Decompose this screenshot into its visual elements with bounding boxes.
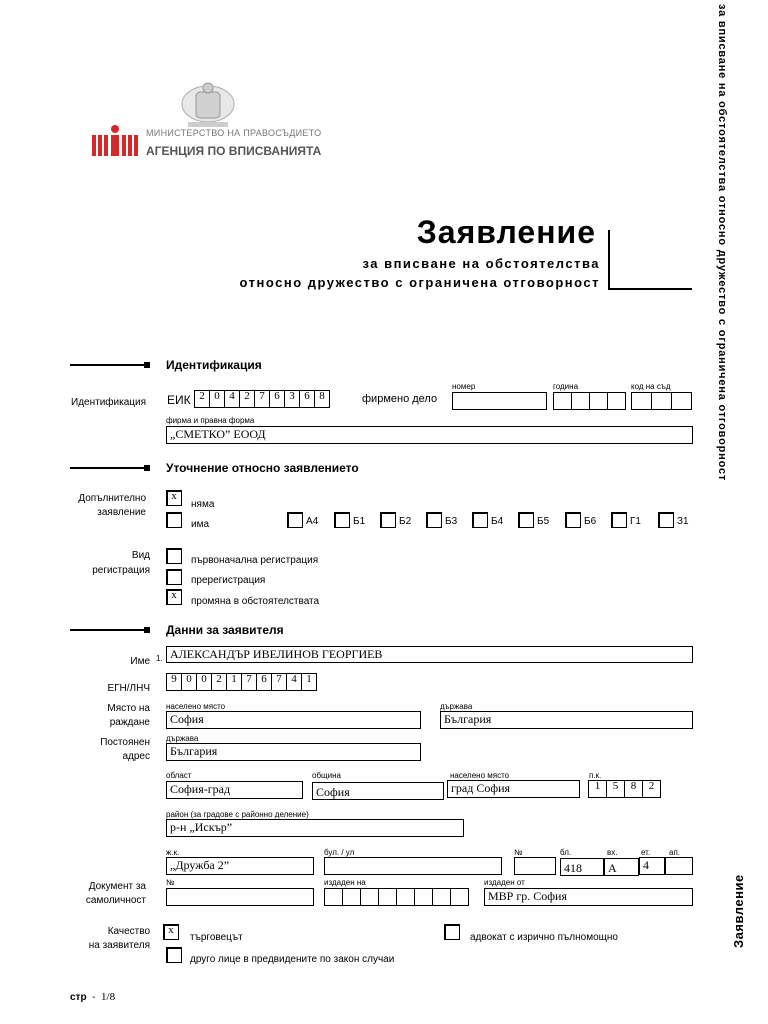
section-divider xyxy=(70,467,150,469)
appendix-b3-checkbox[interactable] xyxy=(426,512,442,528)
date-digit[interactable] xyxy=(324,888,343,906)
birth-country-field[interactable]: България xyxy=(440,711,693,729)
section-title-identification: Идентификация xyxy=(166,358,262,372)
district-field[interactable]: р-н „Искър” xyxy=(166,819,464,837)
postcode-digit[interactable]: 2 xyxy=(642,780,661,798)
birth-label-2: раждане xyxy=(109,717,150,728)
none-label: няма xyxy=(191,499,215,510)
egn-digit[interactable]: 0 xyxy=(196,673,212,691)
egn-digit[interactable]: 6 xyxy=(256,673,272,691)
egn-digit[interactable]: 7 xyxy=(241,673,257,691)
side-vertical-title: за вписване на обстоятелства относно дружество с ограничена отговорност xyxy=(716,4,728,482)
quality-other-label: друго лице в предвидените по закон случаи xyxy=(190,954,395,965)
eik-digit[interactable]: 4 xyxy=(224,390,240,408)
quality-lawyer-checkbox[interactable] xyxy=(444,924,460,940)
doc-label-1: Документ за xyxy=(88,881,146,892)
egn-digit[interactable]: 7 xyxy=(271,673,287,691)
entrance-field[interactable]: А xyxy=(604,858,639,876)
eik-digit[interactable]: 0 xyxy=(209,390,225,408)
postcode-cells xyxy=(588,780,660,798)
case-label: фирмено дело xyxy=(362,393,438,405)
egn-digit[interactable]: 1 xyxy=(226,673,242,691)
coat-of-arms-emblem xyxy=(178,82,238,130)
street-number-hint: № xyxy=(514,848,523,857)
page-subtitle-2: относно дружество с ограничена отговорност xyxy=(239,275,600,290)
side-vertical-label: Заявление xyxy=(731,874,746,948)
city-field[interactable]: град София xyxy=(447,780,580,798)
date-digit[interactable] xyxy=(342,888,361,906)
identification-row-label: Идентификация xyxy=(71,397,146,408)
egn-digit[interactable]: 0 xyxy=(181,673,197,691)
entrance-hint: вх. xyxy=(607,848,618,857)
page-number: стр - 1/8 xyxy=(70,991,116,1003)
year-digit[interactable] xyxy=(571,392,590,410)
doc-number-field[interactable] xyxy=(166,888,314,906)
name-index: 1. xyxy=(156,654,163,663)
none-checkbox[interactable]: x xyxy=(166,490,182,506)
date-digit[interactable] xyxy=(378,888,397,906)
appendix-label: А4 xyxy=(306,516,319,527)
doc-number-hint: № xyxy=(166,878,175,887)
page-label: стр xyxy=(70,992,87,1003)
birth-place-field[interactable]: София xyxy=(166,711,421,729)
quality-trader-checkbox[interactable]: x xyxy=(163,924,179,940)
type-label-2: регистрация xyxy=(92,565,150,576)
section-title-clarification: Уточнение относно заявлението xyxy=(166,461,359,475)
type-change-label: промяна в обстоятелствата xyxy=(191,596,320,607)
floor-hint: ет. xyxy=(641,848,651,857)
case-number-hint: номер xyxy=(452,382,476,391)
doc-issued-on-hint: издаден на xyxy=(324,878,366,887)
date-digit[interactable] xyxy=(414,888,433,906)
municipality-hint: община xyxy=(312,771,341,780)
egn-digit[interactable]: 9 xyxy=(166,673,182,691)
eik-digit[interactable]: 3 xyxy=(284,390,300,408)
quality-label-2: на заявителя xyxy=(88,940,150,951)
eik-digit[interactable]: 2 xyxy=(194,390,210,408)
postcode-digit[interactable]: 8 xyxy=(624,780,643,798)
court-code-hint: код на съд xyxy=(631,382,671,391)
appendix-label: Б1 xyxy=(353,516,366,527)
eik-digit[interactable]: 6 xyxy=(299,390,315,408)
court-digit[interactable] xyxy=(671,392,692,410)
eik-digit[interactable]: 7 xyxy=(254,390,270,408)
type-label-1: Вид xyxy=(131,550,150,561)
title-bracket-vertical xyxy=(608,230,610,288)
postcode-hint: п.к. xyxy=(589,771,602,780)
municipality-field[interactable]: София xyxy=(312,782,444,800)
postcode-digit[interactable]: 1 xyxy=(588,780,607,798)
eik-cells xyxy=(194,390,329,408)
region-hint: област xyxy=(166,771,192,780)
address-label-1: Постоянен xyxy=(100,737,150,748)
agency-logo-icon xyxy=(92,124,138,156)
eik-digit[interactable]: 8 xyxy=(314,390,330,408)
has-label: има xyxy=(191,519,210,530)
doc-issued-by-hint: издаден от xyxy=(484,878,525,887)
appendix-label: Б3 xyxy=(445,516,458,527)
appendix-b6-checkbox[interactable] xyxy=(565,512,581,528)
agency-name: АГЕНЦИЯ ПО ВПИСВАНИЯТА xyxy=(146,144,322,158)
additional-label-1: Допълнително xyxy=(78,493,146,504)
name-label: Име xyxy=(130,656,150,667)
court-digit[interactable] xyxy=(651,392,672,410)
address-country-field[interactable]: България xyxy=(166,743,421,761)
type-change-checkbox[interactable]: x xyxy=(166,589,182,605)
page-subtitle-1: за вписване на обстоятелства xyxy=(362,256,600,271)
type-reregistration-label: пререгистрация xyxy=(191,575,266,586)
region-field[interactable]: София-град xyxy=(166,781,303,799)
ministry-name: МИНИСТЕРСТВО НА ПРАВОСЪДИЕТО xyxy=(146,128,322,138)
quality-other-checkbox[interactable] xyxy=(166,947,182,963)
egn-cells xyxy=(166,673,316,691)
appendix-label: Б4 xyxy=(491,516,504,527)
eik-digit[interactable]: 2 xyxy=(239,390,255,408)
section-marker xyxy=(144,362,150,368)
quality-lawyer-label: адвокат с изрично пълномощно xyxy=(470,932,618,943)
block-field[interactable]: 418 xyxy=(560,858,604,876)
date-digit[interactable] xyxy=(396,888,415,906)
court-code-cells xyxy=(631,392,691,410)
date-digit[interactable] xyxy=(360,888,379,906)
type-initial-checkbox[interactable] xyxy=(166,548,182,564)
page-value: 1/8 xyxy=(101,991,116,1003)
egn-label: ЕГН/ЛНЧ xyxy=(107,683,150,694)
quality-label-1: Качество xyxy=(107,926,150,937)
section-divider xyxy=(70,364,150,366)
egn-digit[interactable]: 4 xyxy=(286,673,302,691)
page-title: Заявление xyxy=(416,214,596,250)
section-marker xyxy=(144,465,150,471)
appendix-label: З1 xyxy=(677,516,689,527)
doc-issued-by-field[interactable]: МВР гр. София xyxy=(484,888,693,906)
quality-trader-label: търговецът xyxy=(190,932,243,943)
street-number-field[interactable] xyxy=(514,857,556,875)
birth-label-1: Място на xyxy=(107,703,150,714)
firm-hint: фирма и правна форма xyxy=(166,416,255,425)
address-label-2: адрес xyxy=(122,751,150,762)
additional-label-2: заявление xyxy=(97,507,146,518)
street-hint: бул. / ул xyxy=(324,848,355,857)
street-field[interactable] xyxy=(324,857,502,875)
complex-field[interactable]: „Дружба 2” xyxy=(166,857,314,875)
appendix-b1-checkbox[interactable] xyxy=(334,512,350,528)
has-checkbox[interactable] xyxy=(166,512,182,528)
eik-digit[interactable]: 6 xyxy=(269,390,285,408)
floor-field[interactable]: 4 xyxy=(639,857,665,875)
appendix-label: Б2 xyxy=(399,516,412,527)
firm-name-field[interactable]: „СМЕТКО” ЕООД xyxy=(166,426,693,444)
applicant-name-field[interactable]: АЛЕКСАНДЪР ИВЕЛИНОВ ГЕОРГИЕВ xyxy=(166,646,693,663)
appendix-label: Б5 xyxy=(537,516,550,527)
eik-label: ЕИК xyxy=(167,393,191,407)
section-divider xyxy=(70,629,150,631)
title-bracket-horizontal xyxy=(608,288,692,290)
egn-digit[interactable]: 2 xyxy=(211,673,227,691)
doc-label-2: самоличност xyxy=(85,895,146,906)
section-marker xyxy=(144,627,150,633)
appendix-a4-checkbox[interactable] xyxy=(287,512,303,528)
type-initial-label: първоначална регистрация xyxy=(191,555,319,566)
year-digit[interactable] xyxy=(553,392,572,410)
section-title-applicant: Данни за заявителя xyxy=(166,623,284,637)
appendix-label: Г1 xyxy=(630,516,641,527)
block-hint: бл. xyxy=(560,848,572,857)
appendix-label: Б6 xyxy=(584,516,597,527)
date-digit[interactable] xyxy=(450,888,469,906)
birth-country-hint: държава xyxy=(440,702,473,711)
type-reregistration-checkbox[interactable] xyxy=(166,569,182,585)
appendix-b2-checkbox[interactable] xyxy=(380,512,396,528)
case-number-field[interactable] xyxy=(452,392,547,410)
apartment-hint: ап. xyxy=(669,848,681,857)
district-hint: район (за градове с районно деление) xyxy=(166,810,309,819)
appendix-b4-checkbox[interactable] xyxy=(472,512,488,528)
address-country-hint: държава xyxy=(166,734,199,743)
court-digit[interactable] xyxy=(631,392,652,410)
postcode-digit[interactable]: 5 xyxy=(606,780,625,798)
birth-place-hint: населено място xyxy=(166,702,226,711)
year-digit[interactable] xyxy=(607,392,626,410)
date-digit[interactable] xyxy=(432,888,451,906)
egn-digit[interactable]: 1 xyxy=(301,673,317,691)
appendix-b5-checkbox[interactable] xyxy=(518,512,534,528)
case-year-cells xyxy=(553,392,625,410)
apartment-field[interactable] xyxy=(665,857,693,875)
appendix-g1-checkbox[interactable] xyxy=(611,512,627,528)
complex-hint: ж.к. xyxy=(166,848,180,857)
appendix-z1-checkbox[interactable] xyxy=(658,512,674,528)
case-year-hint: година xyxy=(553,382,579,391)
year-digit[interactable] xyxy=(589,392,608,410)
doc-issued-on-cells xyxy=(324,888,468,906)
city-hint: населено място xyxy=(450,771,510,780)
